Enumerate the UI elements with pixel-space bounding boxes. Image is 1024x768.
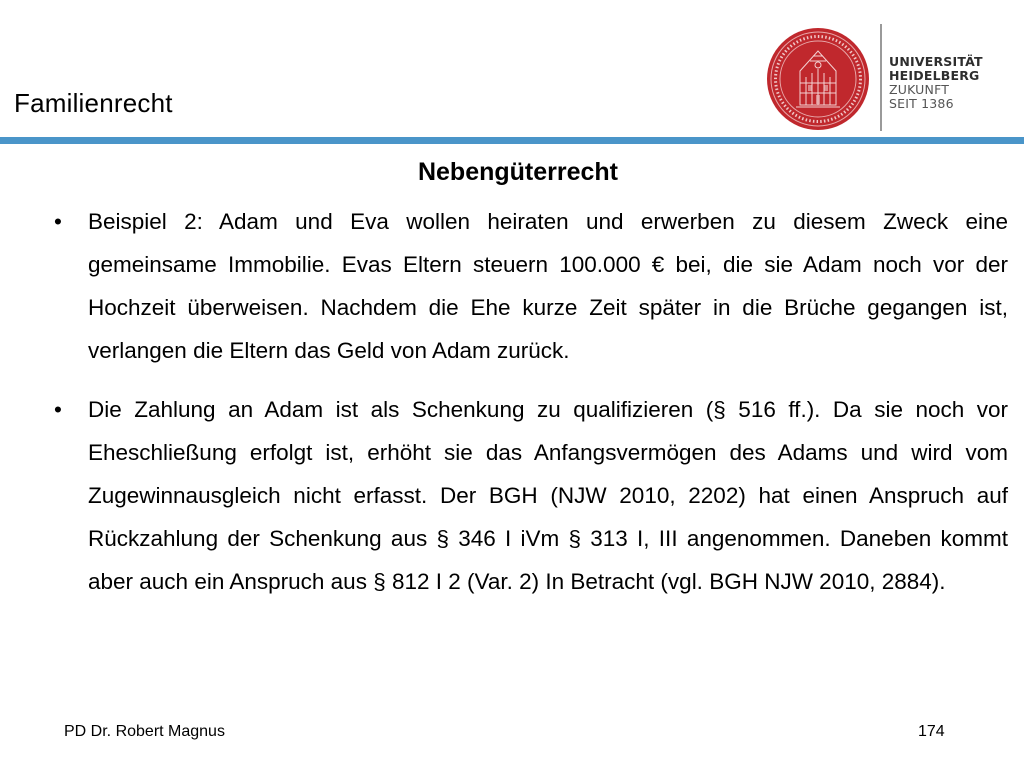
logo-wordmark bbox=[889, 55, 983, 111]
bullet-item bbox=[54, 388, 1008, 603]
header-title: Familienrecht bbox=[14, 88, 173, 118]
logo-text-line4: SEIT 1386 bbox=[889, 96, 954, 111]
bullet-marker: • bbox=[54, 209, 62, 234]
bullet-text: Die Zahlung an Adam ist als Schenkung zu qualifizieren (§ 516 ff.). Da sie noch vor Eheschließung erfolgt ist, erhöht sie das Anfangsvermögen des Adams und wird vom Zugewinnausgleich nicht erfasst. Der BGH (NJW 2010, 2202) hat einen Anspruch auf Rückzahlung der Schenkung aus § 346 I iVm § 313 I, III angenommen. Daneben kommt aber auch ein Anspruch aus § 812 I 2 (Var. 2) In Betracht (vgl. BGH NJW 2010, 2884). bbox=[88, 397, 1008, 594]
page-number: 174 bbox=[918, 723, 945, 740]
bullet-text: Beispiel 2: Adam und Eva wollen heiraten und erwerben zu diesem Zweck eine gemeinsame Immobilie. Evas Eltern steuern 100.000 € bei, die sie Adam noch vor der Hochzeit überweisen. Nachdem die Ehe kurze Zeit später in die Brüche gegangen ist, verlangen die Eltern das Geld von Adam zurück. bbox=[88, 209, 1008, 363]
slide-title: Nebengüterrecht bbox=[417, 158, 619, 186]
header-rule bbox=[0, 137, 1024, 144]
bullet-item bbox=[54, 200, 1008, 372]
bullet-list bbox=[54, 200, 1008, 603]
logo-text-line2: HEIDELBERG bbox=[889, 68, 980, 83]
logo-text-line1: UNIVERSITÄT bbox=[889, 54, 983, 69]
logo-divider bbox=[880, 24, 882, 131]
university-seal-icon bbox=[766, 27, 870, 131]
bullet-marker: • bbox=[54, 397, 62, 422]
footer-author: PD Dr. Robert Magnus bbox=[64, 723, 225, 740]
logo-text-line3: ZUKUNFT bbox=[889, 82, 950, 97]
